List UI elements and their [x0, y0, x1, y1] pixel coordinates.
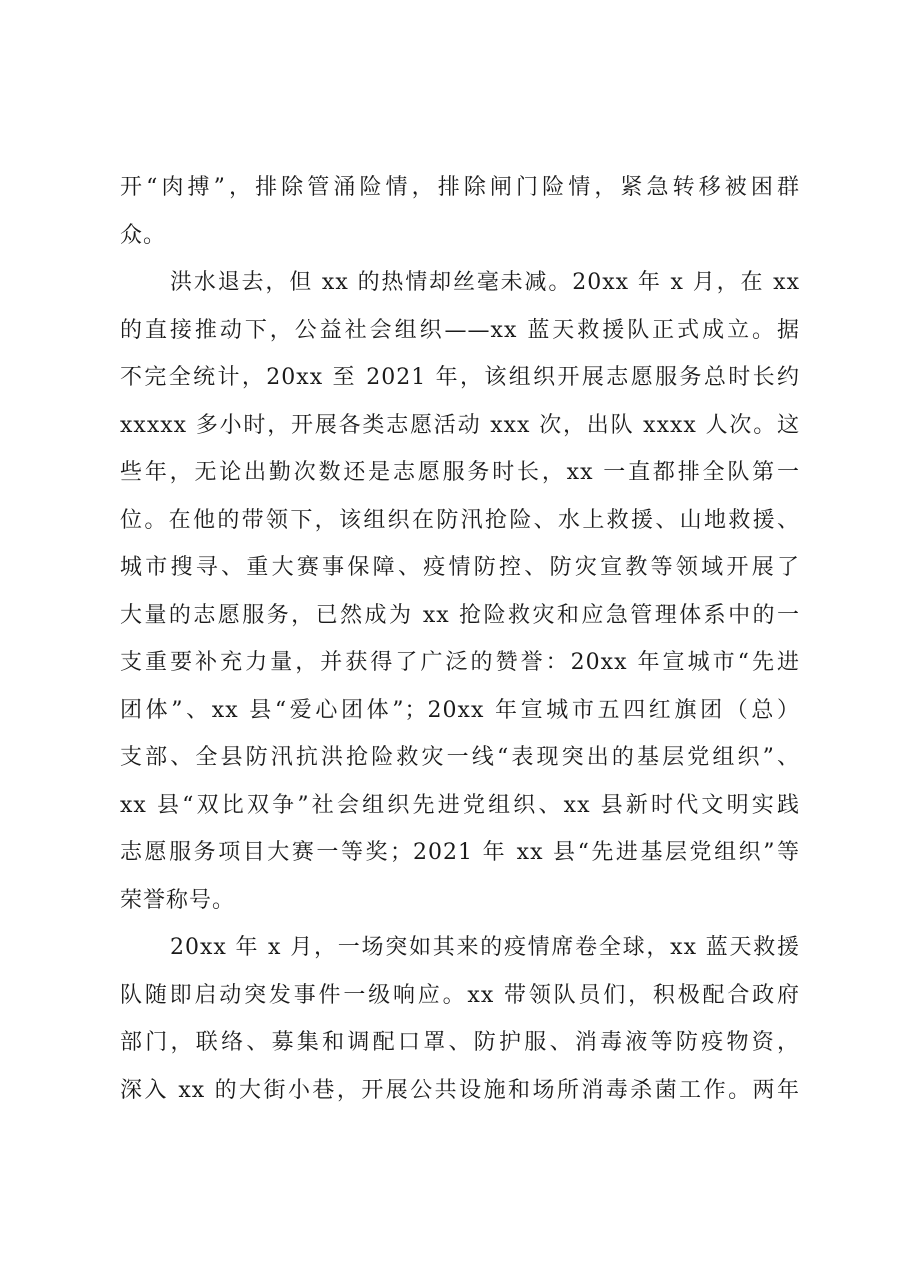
text-line: 深入 xx 的大街小巷，开展公共设施和场所消毒杀菌工作。两年 — [120, 1077, 800, 1103]
text-line: 洪水退去，但 xx 的热情却丝毫未减。20xx 年 x 月，在 xx — [170, 270, 800, 295]
text-line: 部门，联络、募集和调配口罩、防护服、消毒液等防疫物资， — [120, 1030, 800, 1055]
text-line: 支部、全县防汛抗洪抢险救灾一线“表现突出的基层党组织”、 — [120, 745, 800, 770]
text-line: 不完全统计，20xx 至 2021 年，该组织开展志愿服务总时长约 — [120, 365, 800, 390]
text-line: 的直接推动下，公益社会组织——xx 蓝天救援队正式成立。据 — [120, 317, 800, 343]
text-line: 荣誉称号。 — [120, 887, 236, 913]
text-line: 志愿服务项目大赛一等奖；2021 年 xx 县“先进基层党组织”等 — [120, 840, 800, 865]
text-line: 大量的志愿服务，已然成为 xx 抢险救灾和应急管理体系中的一 — [120, 602, 800, 628]
document-body — [120, 164, 800, 1114]
text-line: 些年，无论出勤次数还是志愿服务时长，xx 一直都排全队第一 — [120, 460, 800, 485]
text-line: 支重要补充力量，并获得了广泛的赞誉：20xx 年宣城市“先进 — [120, 650, 800, 675]
text-line: 20xx 年 x 月，一场突如其来的疫情席卷全球，xx 蓝天救援 — [170, 935, 800, 960]
text-line: 团体”、xx 县“爱心团体”；20xx 年宣城市五四红旗团（总） — [120, 697, 800, 723]
text-line: 城市搜寻、重大赛事保障、疫情防控、防灾宣教等领域开展了 — [120, 555, 800, 580]
text-line: xxxxx 多小时，开展各类志愿活动 xxx 次，出队 xxxx 人次。这 — [120, 412, 800, 438]
text-line: 开“肉搏”，排除管涌险情，排除闸门险情，紧急转移被困群 — [120, 175, 800, 200]
text-line: 众。 — [120, 222, 167, 248]
text-line: 位。在他的带领下，该组织在防汛抢险、水上救援、山地救援、 — [120, 507, 800, 533]
text-line: 队随即启动突发事件一级响应。xx 带领队员们，积极配合政府 — [120, 982, 800, 1008]
text-line: xx 县“双比双争”社会组织先进党组织、xx 县新时代文明实践 — [120, 792, 800, 818]
